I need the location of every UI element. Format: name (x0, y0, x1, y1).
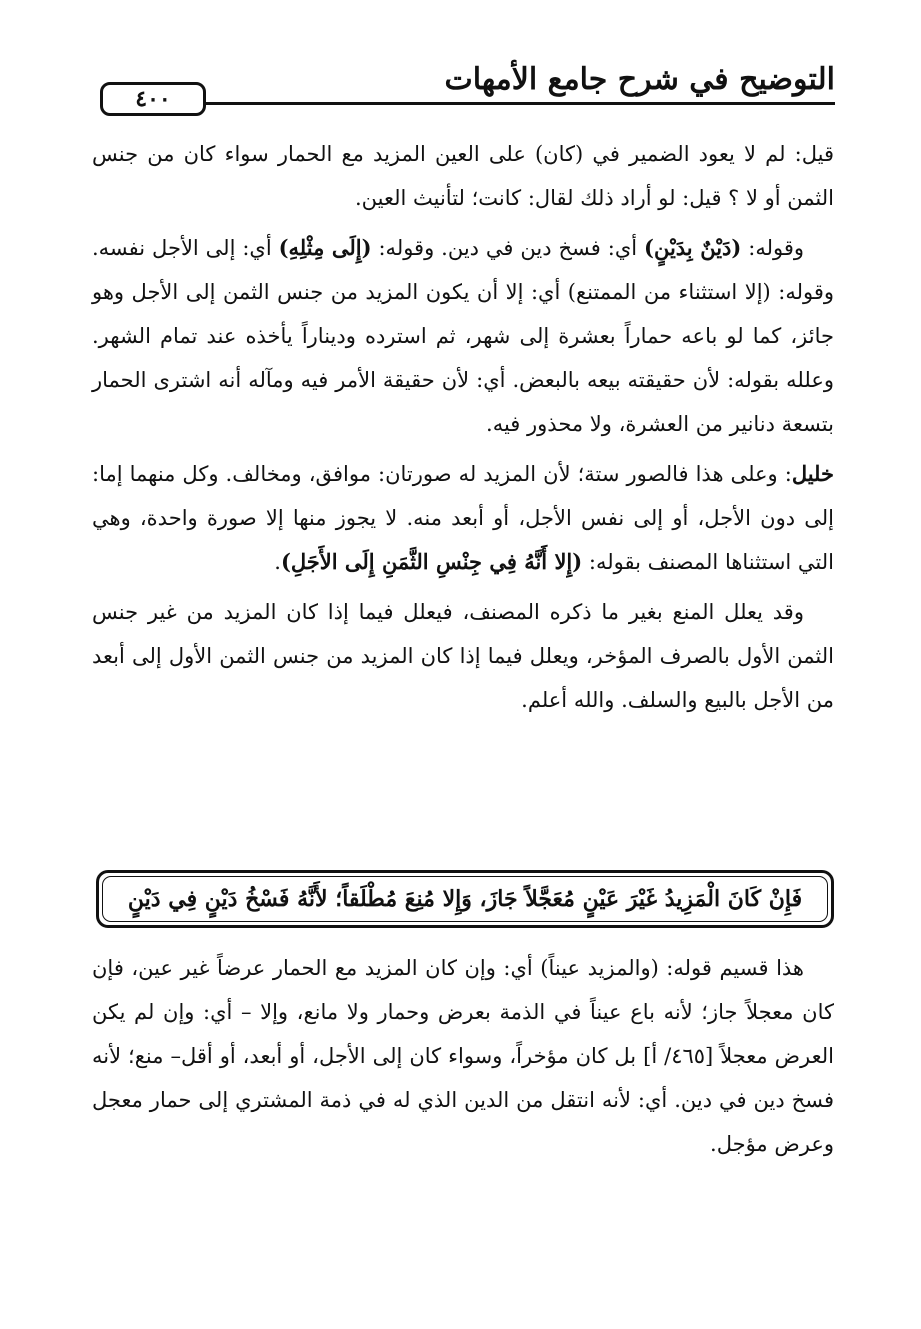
page-number: ٤٠٠ (100, 82, 206, 116)
matn-box (96, 870, 834, 928)
speaker-label: خليل (791, 461, 834, 486)
paragraph-1: قيل: لم لا يعود الضمير في (كان) على العين المزيد مع الحمار سواء كان من جنس الثمن أو لا ؟ قيل: لو أراد ذلك لقال: كانت؛ لتأنيث العين. (92, 142, 834, 210)
paragraph-5: هذا قسيم قوله: (والمزيد عيناً) أي: وإن كان المزيد مع الحمار عرضاً غير عين، فإن كان معجلاً جاز؛ لأنه باع عيناً في الذمة بعرض وحمار ولا مانع، وإلا – أي: وإن لم يكن العرض معجلاً [٤٦٥/ أ] بل كان مؤخراً، وسواء كان إلى الأجل، أو أبعد، أو أقل– منع؛ لأنه فسخ دين في دين. أي: لأنه انتقل من الدين الذي له في ذمة المشتري إلى حمار معجل وعرض مؤجل. (92, 956, 834, 1156)
quoted-phrase: (إِلَى مِثْلِهِ) (278, 235, 372, 260)
paragraph-3: خليل: وعلى هذا فالصور ستة؛ لأن المزيد له صورتان: موافق، ومخالف. وكل منهما إما: إلى دون الأجل، أو إلى نفس الأجل، أو أبعد منه. لا يجوز منها إلا صورة واحدة، وهي التي استثناها المصنف بقوله: (إِلا أَنَّهُ فِي جِنْسِ الثَّمَنِ إِلَى الأَجَلِ). (92, 461, 834, 574)
running-title: التوضيح في شرح جامع الأمهات (444, 62, 835, 97)
quoted-phrase: (دَيْنٌ بِدَيْنٍ) (644, 235, 742, 260)
paragraph-4: وقد يعلل المنع بغير ما ذكره المصنف، فيعلل فيما إذا كان المزيد من غير جنس الثمن الأول بالصرف المؤخر، ويعلل فيما إذا كان المزيد من جنس الثمن الأول إلى أبعد من الأجل بالبيع والسلف. والله أعلم. (92, 600, 834, 712)
commentary-text (92, 132, 834, 728)
matn-text: فَإِنْ كَانَ الْمَزِيدُ غَيْرَ عَيْنٍ مُعَجَّلاً جَازَ، وَإِلا مُنِعَ مُطْلَقاً؛ لأَنَّهُ فَسْخُ دَيْنٍ فِي دَيْنٍ (127, 886, 803, 912)
quoted-phrase: (إِلا أَنَّهُ فِي جِنْسِ الثَّمَنِ إِلَى الأَجَلِ) (280, 549, 583, 574)
paragraph-2: وقوله: (دَيْنٌ بِدَيْنٍ) أي: فسخ دين في دين. وقوله: (إِلَى مِثْلِهِ) أي: إلى الأجل نفسه. وقوله: (إلا استثناء من الممتنع) أي: إلا أن يكون المزيد من جنس الثمن إلى الأجل وهو جائز، كما لو باعه حماراً بعشرة إلى شهر، ثم استرده وديناراً يأخذه عند تمام الشهر. وعلله بقوله: لأن حقيقته بيعه بالبعض. أي: لأن حقيقة الأمر فيه ومآله أنه اشترى الحمار بتسعة دنانير من العشرة، ولا محذور فيه. (92, 235, 834, 436)
header-rule (204, 102, 835, 105)
page-header (100, 60, 835, 122)
commentary-text-2 (92, 946, 834, 1166)
